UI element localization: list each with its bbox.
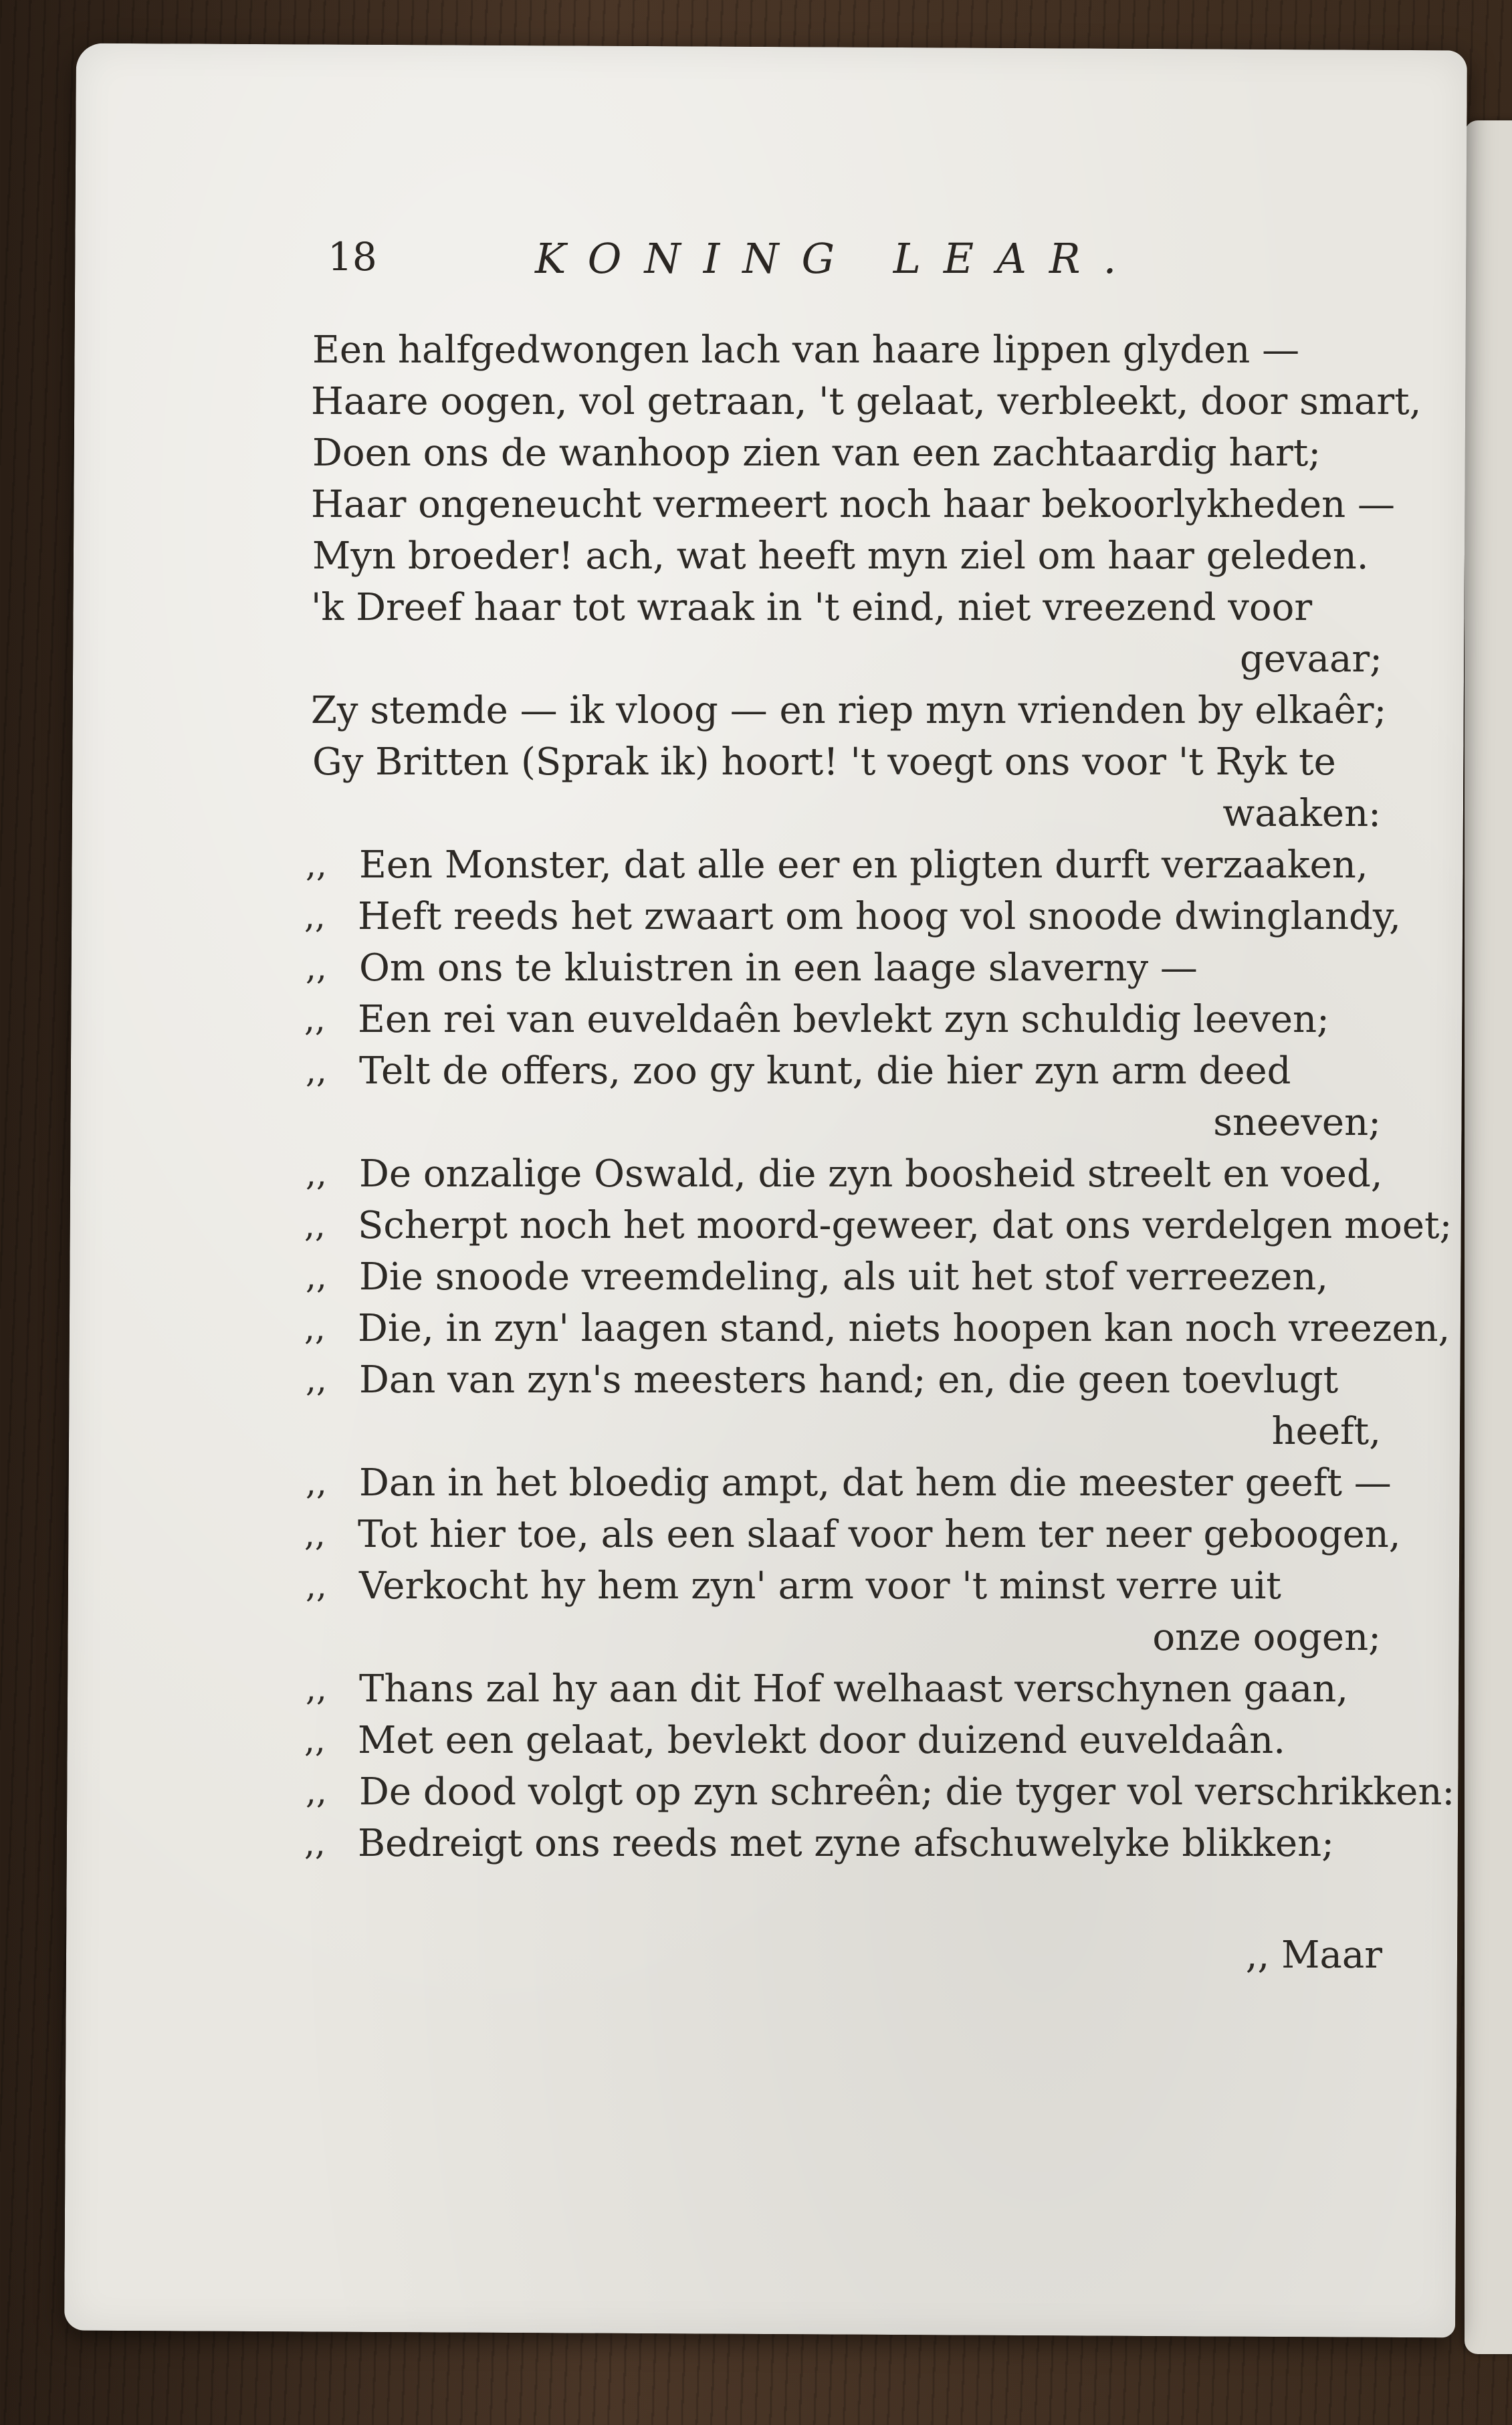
running-head — [328, 234, 1164, 294]
quotation-mark: ,, — [306, 1463, 327, 1502]
verse-line — [312, 736, 1382, 788]
verse-line-text: Haare oogen, vol getraan, 't gelaat, verbleekt, door smart, — [311, 380, 1422, 423]
quotation-mark: ,, — [306, 845, 327, 884]
verse-line-text: Zy stemde — ik vloog — en riep myn vrienden by elkaêr; — [311, 689, 1387, 732]
verse-line — [304, 1303, 1450, 1354]
verse-line-text: gevaar; — [1239, 637, 1382, 681]
verse-line — [304, 1509, 1401, 1560]
quotation-mark: ,, — [306, 1257, 327, 1296]
verse-line-text: Een Monster, dat alle eer en pligten durft verzaaken, — [359, 843, 1368, 887]
verse-line — [304, 1200, 1452, 1251]
verse-line — [304, 1715, 1381, 1766]
verse-line — [304, 891, 1401, 942]
verse-line — [311, 582, 1381, 633]
quotation-mark: ,, — [306, 948, 327, 987]
verse-line-text: Met een gelaat, bevlekt door duizend euveldaân. — [358, 1719, 1286, 1762]
running-title: KONING LEAR. — [535, 234, 1140, 283]
verse-line — [311, 376, 1422, 427]
verse-line — [311, 1612, 1381, 1663]
catchword-row — [311, 1929, 1381, 1981]
quotation-mark: ,, — [306, 1360, 327, 1399]
verse-line — [306, 1354, 1382, 1406]
verse-line — [312, 633, 1382, 685]
verse-line-text: Thans zal hy aan dit Hof welhaast verschynen gaan, — [359, 1667, 1349, 1711]
verse-line — [311, 788, 1381, 839]
verse-line — [306, 1766, 1455, 1818]
verse-line — [311, 1406, 1381, 1457]
verse-line — [306, 942, 1382, 994]
verse-line — [306, 1045, 1382, 1097]
verse-line-text: Haar ongeneucht vermeert noch haar bekoorlykheden — — [311, 483, 1396, 526]
verse-line — [306, 839, 1382, 891]
verse-line — [311, 479, 1396, 530]
verse-line — [312, 530, 1382, 582]
verse-line — [304, 1818, 1381, 1869]
quotation-mark: ,, — [304, 1309, 326, 1348]
verse-line-text: Myn broeder! ach, wat heeft myn ziel om haar geleden. — [312, 534, 1369, 578]
verse-line — [306, 1663, 1382, 1715]
verse-line-text: Tot hier toe, als een slaaf voor hem ter neer geboogen, — [358, 1513, 1401, 1556]
quotation-mark: ,, — [306, 1154, 327, 1193]
verse-line-text: Doen ons de wanhoop zien van een zachtaardig hart; — [312, 431, 1321, 475]
verse-text-block — [304, 324, 1455, 1869]
verse-line-text: De dood volgt op zyn schreên; die tyger vol verschrikken: — [359, 1770, 1455, 1814]
verse-line-text: Gy Britten (Sprak ik) hoort! 't voegt ons voor 't Ryk te — [312, 740, 1336, 784]
verse-line — [306, 1148, 1383, 1200]
verse-line-text: sneeven; — [1213, 1101, 1381, 1144]
quotation-mark: ,, — [304, 1824, 326, 1863]
quotation-mark: ,, — [304, 1721, 326, 1760]
quotation-mark: ,, — [306, 1669, 327, 1708]
verse-line — [306, 1251, 1382, 1303]
verse-line-text: Bedreigt ons reeds met zyne afschuwelyke blikken; — [358, 1822, 1335, 1865]
verse-line-text: Scherpt noch het moord-geweer, dat ons verdelgen moet; — [358, 1204, 1452, 1247]
next-page-edge — [1465, 120, 1512, 2354]
verse-line-text: Dan van zyn's meesters hand; en, die geen toevlugt — [359, 1358, 1339, 1402]
verse-line-text: Verkocht hy hem zyn' arm voor 't minst verre uit — [359, 1564, 1281, 1608]
verse-line-text: Een rei van euveldaên bevlekt zyn schuldig leeven; — [358, 998, 1329, 1041]
verse-line-text: Die snoode vreemdeling, als uit het stof verreezen, — [359, 1255, 1329, 1299]
quotation-mark: ,, — [304, 1206, 326, 1245]
verse-line — [311, 685, 1387, 736]
quotation-mark: ,, — [306, 1051, 327, 1090]
page-number: 18 — [328, 234, 377, 280]
verse-line-text: Om ons te kluistren in een laage slaverny — — [359, 946, 1198, 990]
verse-line-text: onze oogen; — [1152, 1616, 1381, 1659]
verse-line — [311, 1097, 1381, 1148]
verse-line-text: Dan in het bloedig ampt, dat hem die meester geeft — — [359, 1461, 1392, 1505]
verse-line-text: Telt de offers, zoo gy kunt, die hier zyn arm deed — [359, 1049, 1291, 1093]
verse-line — [312, 324, 1382, 376]
verse-line — [306, 1560, 1382, 1612]
verse-line-text: Die, in zyn' laagen stand, niets hoopen kan noch vreezen, — [358, 1307, 1450, 1350]
verse-line — [306, 1457, 1392, 1509]
quotation-mark: ,, — [306, 1566, 327, 1605]
verse-line-text: Een halfgedwongen lach van haare lippen glyden — — [312, 328, 1300, 372]
quotation-mark: ,, — [304, 1515, 326, 1554]
catchword: ,, Maar — [1245, 1933, 1382, 1977]
quotation-mark: ,, — [304, 897, 326, 936]
verse-line-text: 'k Dreef haar tot wraak in 't eind, niet vreezend voor — [311, 586, 1313, 629]
verse-line-text: Heft reeds het zwaart om hoog vol snoode dwinglandy, — [358, 895, 1401, 938]
verse-line — [312, 427, 1382, 479]
quotation-mark: ,, — [304, 1000, 326, 1039]
quotation-mark: ,, — [306, 1772, 327, 1811]
verse-line-text: waaken: — [1222, 792, 1381, 835]
verse-line-text: heeft, — [1271, 1410, 1381, 1453]
verse-line — [304, 994, 1381, 1045]
verse-line-text: De onzalige Oswald, die zyn boosheid streelt en voed, — [359, 1152, 1383, 1196]
